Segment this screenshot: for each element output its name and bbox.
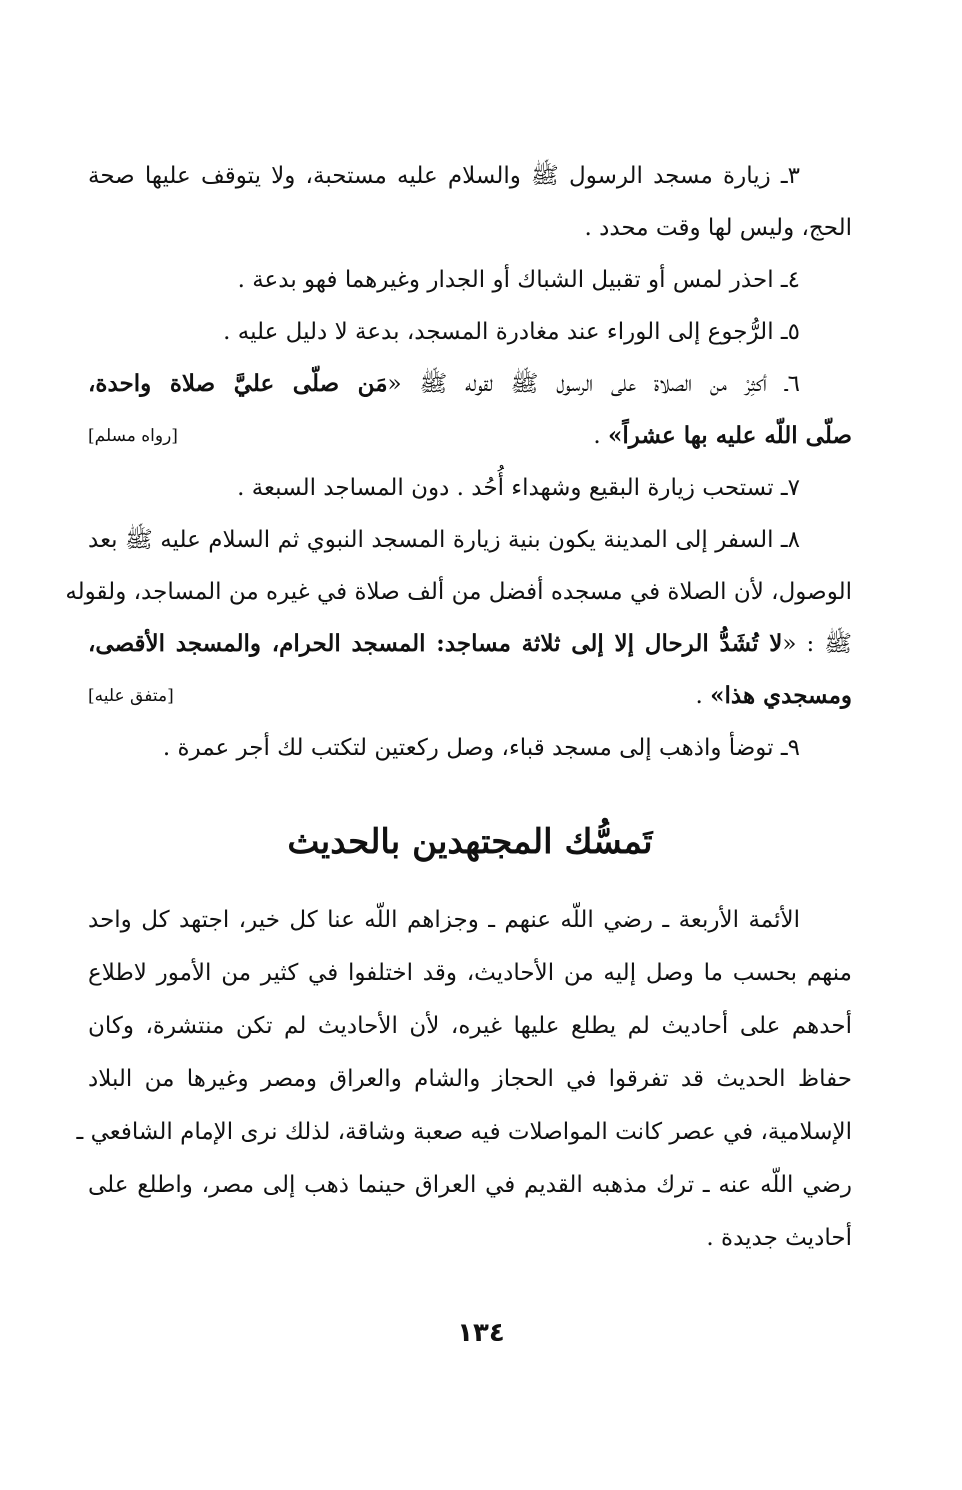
hadith-quote-1: مَن صلّى عليَّ صلاة واحدة،	[88, 370, 388, 397]
hadith-quote-2: لا تُشَدُّ الرحال إلا إلى ثلاثة مساجد: المسجد الحرام، والمسجد الأقصى،	[88, 630, 783, 657]
item-5: ٥ـ الرُّجوع إلى الوراء عند مغادرة المسجد، بدعة لا دليل عليه .	[223, 319, 800, 345]
section-heading: تَمسُّك المجتهدين بالحديث	[287, 822, 653, 862]
hadith-quote-1-continued: صلّى اللّه عليه بها عشراً»	[607, 422, 852, 449]
item-8-line-2: الوصول، لأن الصلاة في مسجده أفضل من ألف صلاة في غيره من المساجد، ولقوله	[65, 579, 852, 605]
hadith-quote-2-end	[696, 670, 852, 722]
item-6-period: .	[593, 423, 608, 449]
item-6-text: ٦ـ أكثِرْ من الصلاة على الرسول ﷺ لقوله ﷺ «	[387, 371, 801, 397]
hadith-quote-1-end	[593, 410, 852, 462]
item-9: ٩ـ توضأ واذهب إلى مسجد قباء، وصل ركعتين لتكتب لك أجر عمرة .	[162, 735, 800, 761]
hadith-quote-2-continued: ومسجدي هذا»	[710, 682, 852, 709]
item-8-line-4	[88, 670, 852, 722]
item-4: ٤ـ احذر لمس أو تقبيل الشباك أو الجدار وغيرهما فهو بدعة .	[237, 267, 800, 293]
item-6-line-1	[88, 358, 852, 410]
paragraph-line-2: منهم بحسب ما وصل إليه من الأحاديث، وقد اختلفوا في كثير من الأمور لاطلاع	[88, 960, 852, 986]
page-content	[65, 150, 853, 1265]
paragraph-line-1: الأئمة الأربعة ـ رضي اللّه عنهم ـ وجزاهم اللّه عنا كل خير، اجتهد كل واحد	[88, 907, 800, 933]
item-8-prefix: ﷺ : «	[782, 631, 853, 657]
item-8-line-1: ٨ـ السفر إلى المدينة يكون بنية زيارة المسجد النبوي ثم السلام عليه ﷺ بعد	[88, 527, 800, 553]
item-6-line-2	[88, 410, 852, 462]
paragraph-line-3: أحدهم على أحاديث لم يطلع عليها غيره، لأن الأحاديث لم تكن منتشرة، وكان	[88, 1013, 852, 1039]
section-paragraph	[76, 894, 852, 1265]
source-muslim: [رواه مسلم]	[88, 426, 178, 446]
page-number: ١٣٤	[457, 1318, 505, 1348]
item-7: ٧ـ تستحب زيارة البقيع وشهداء أُحُد . دون المساجد السبعة .	[237, 475, 800, 501]
paragraph-line-4: حفاظ الحديث قد تفرقوا في الحجاز والشام والعراق ومصر وغيرها من البلاد	[88, 1066, 852, 1092]
item-3-line-1: ٣ـ زيارة مسجد الرسول ﷺ والسلام عليه مستحبة، ولا يتوقف عليها صحة	[88, 163, 800, 189]
source-agreed: [متفق عليه]	[88, 686, 174, 706]
paragraph-line-5: الإسلامية، في عصر كانت المواصلات فيه صعبة وشاقة، لذلك نرى الإمام الشافعي ـ	[76, 1119, 852, 1145]
item-3-line-2: الحج، وليس لها وقت محدد .	[584, 215, 852, 241]
item-8-period: .	[695, 683, 711, 709]
paragraph-line-7: أحاديث جديدة .	[706, 1225, 852, 1251]
paragraph-line-6: رضي اللّه عنه ـ ترك مذهبه القديم في العراق حينما ذهب إلى مصر، واطلع على	[88, 1172, 852, 1198]
item-8-line-3	[88, 618, 852, 670]
